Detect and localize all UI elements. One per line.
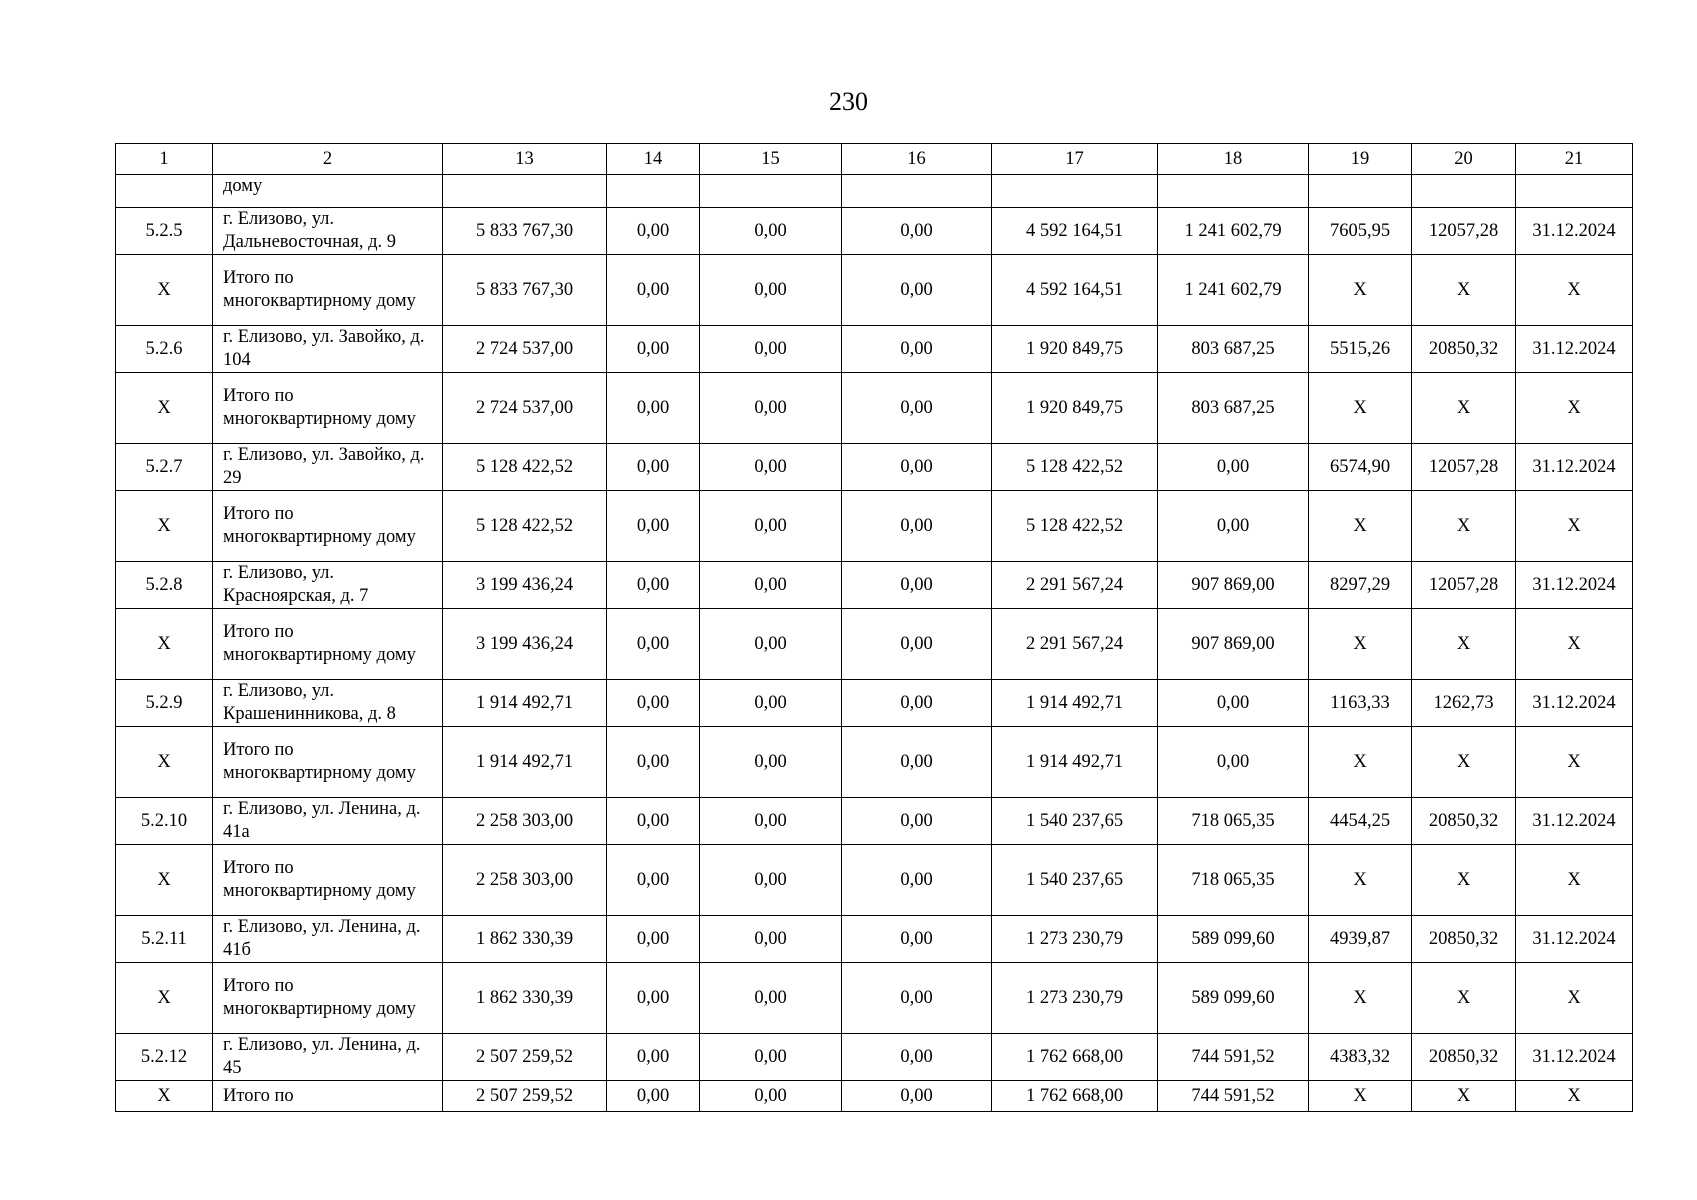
- data-table: [115, 143, 1633, 1112]
- table-cell: 31.12.2024: [1516, 916, 1633, 963]
- table-cell: 0,00: [842, 373, 992, 444]
- table-cell: 0,00: [842, 845, 992, 916]
- table-cell: 5.2.6: [116, 326, 213, 373]
- table-cell: 5.2.12: [116, 1034, 213, 1081]
- table-cell: 589 099,60: [1158, 963, 1309, 1034]
- table-cell: 0,00: [700, 680, 842, 727]
- table-cell: 0,00: [842, 609, 992, 680]
- table-cell: 1 241 602,79: [1158, 208, 1309, 255]
- column-header: 17: [992, 144, 1158, 175]
- table-cell: X: [116, 255, 213, 326]
- table-row: [116, 798, 1633, 845]
- table-cell: 3 199 436,24: [443, 609, 607, 680]
- table-cell: 1 920 849,75: [992, 326, 1158, 373]
- table-cell: 0,00: [700, 1034, 842, 1081]
- table-cell: X: [1412, 255, 1516, 326]
- table-cell: 5.2.7: [116, 444, 213, 491]
- table-cell: 0,00: [842, 798, 992, 845]
- table-cell: 0,00: [700, 562, 842, 609]
- table-body: [116, 144, 1633, 1112]
- table-cell: 1 914 492,71: [443, 680, 607, 727]
- table-cell: X: [1309, 1081, 1412, 1112]
- table-cell: 12057,28: [1412, 562, 1516, 609]
- table-cell: 8297,29: [1309, 562, 1412, 609]
- table-cell: 0,00: [607, 373, 700, 444]
- column-header: 2: [213, 144, 443, 175]
- table-cell: 0,00: [700, 963, 842, 1034]
- table-cell: 0,00: [842, 562, 992, 609]
- total-row: [116, 963, 1633, 1034]
- table-cell: 0,00: [842, 326, 992, 373]
- table-cell: X: [1516, 491, 1633, 562]
- table-cell: 907 869,00: [1158, 609, 1309, 680]
- table-cell: 0,00: [842, 727, 992, 798]
- table-cell: X: [116, 727, 213, 798]
- column-header: 14: [607, 144, 700, 175]
- table-cell: 1262,73: [1412, 680, 1516, 727]
- table-cell: X: [1412, 963, 1516, 1034]
- table-cell: 31.12.2024: [1516, 680, 1633, 727]
- table-cell: 1 241 602,79: [1158, 255, 1309, 326]
- table-cell: 1163,33: [1309, 680, 1412, 727]
- address-cell: г. Елизово, ул. Завойко, д. 29: [213, 444, 443, 491]
- table-cell: X: [1412, 491, 1516, 562]
- table-row: [116, 680, 1633, 727]
- table-cell: 20850,32: [1412, 1034, 1516, 1081]
- address-cell: Итого по многоквартирному дому: [213, 727, 443, 798]
- table-cell: X: [1516, 373, 1633, 444]
- table-cell: 1 540 237,65: [992, 798, 1158, 845]
- table-cell: [607, 175, 700, 208]
- table-cell: 718 065,35: [1158, 845, 1309, 916]
- table-cell: 1 862 330,39: [443, 963, 607, 1034]
- table-cell: X: [1516, 845, 1633, 916]
- column-header: 1: [116, 144, 213, 175]
- table-cell: 2 291 567,24: [992, 609, 1158, 680]
- table-cell: 0,00: [607, 208, 700, 255]
- table-cell: 0,00: [842, 963, 992, 1034]
- table-cell: 5 128 422,52: [443, 444, 607, 491]
- table-cell: 31.12.2024: [1516, 326, 1633, 373]
- table-cell: 0,00: [607, 609, 700, 680]
- table-cell: 12057,28: [1412, 444, 1516, 491]
- table-cell: 0,00: [607, 916, 700, 963]
- address-cell: Итого по многоквартирному дому: [213, 373, 443, 444]
- table-cell: 1 914 492,71: [992, 680, 1158, 727]
- table-cell: 0,00: [607, 255, 700, 326]
- table-cell: 0,00: [700, 798, 842, 845]
- table-cell: 0,00: [607, 562, 700, 609]
- table-cell: 0,00: [1158, 491, 1309, 562]
- table-cell: 0,00: [1158, 444, 1309, 491]
- table-cell: 0,00: [700, 373, 842, 444]
- table-cell: 0,00: [607, 444, 700, 491]
- address-cell: Итого по многоквартирному дому: [213, 963, 443, 1034]
- total-row: [116, 1081, 1633, 1112]
- table-cell: [1309, 175, 1412, 208]
- table-cell: X: [1516, 963, 1633, 1034]
- address-cell: г. Елизово, ул. Ленина, д. 41б: [213, 916, 443, 963]
- table-cell: 31.12.2024: [1516, 562, 1633, 609]
- table-cell: 1 914 492,71: [992, 727, 1158, 798]
- table-cell: 718 065,35: [1158, 798, 1309, 845]
- table-cell: X: [116, 1081, 213, 1112]
- column-header: 19: [1309, 144, 1412, 175]
- table-cell: 2 507 259,52: [443, 1034, 607, 1081]
- table-cell: 4 592 164,51: [992, 208, 1158, 255]
- table-row: [116, 208, 1633, 255]
- table-cell: 31.12.2024: [1516, 444, 1633, 491]
- address-cell: Итого по многоквартирному дому: [213, 845, 443, 916]
- table-cell: 0,00: [607, 845, 700, 916]
- table-cell: 2 291 567,24: [992, 562, 1158, 609]
- table-row: [116, 1034, 1633, 1081]
- column-header: 15: [700, 144, 842, 175]
- table-cell: X: [116, 491, 213, 562]
- table-cell: 0,00: [700, 491, 842, 562]
- table-cell: 1 762 668,00: [992, 1081, 1158, 1112]
- table-cell: 20850,32: [1412, 916, 1516, 963]
- total-row: [116, 609, 1633, 680]
- table-cell: 0,00: [842, 208, 992, 255]
- table-cell: 0,00: [607, 1034, 700, 1081]
- table-cell: 5.2.9: [116, 680, 213, 727]
- table-cell: 4939,87: [1309, 916, 1412, 963]
- table-cell: X: [1309, 727, 1412, 798]
- table-cell: [700, 175, 842, 208]
- table-cell: 0,00: [842, 444, 992, 491]
- table-cell: [443, 175, 607, 208]
- table-cell: 744 591,52: [1158, 1034, 1309, 1081]
- table-cell: 7605,95: [1309, 208, 1412, 255]
- table-cell: X: [1516, 727, 1633, 798]
- table-cell: 5 833 767,30: [443, 255, 607, 326]
- table-cell: 0,00: [700, 727, 842, 798]
- table-row: [116, 326, 1633, 373]
- table-cell: 5515,26: [1309, 326, 1412, 373]
- table-cell: [842, 175, 992, 208]
- table-row: [116, 175, 1633, 208]
- table-cell: 1 920 849,75: [992, 373, 1158, 444]
- table-cell: 2 258 303,00: [443, 845, 607, 916]
- table-cell: 1 862 330,39: [443, 916, 607, 963]
- table-cell: X: [1309, 845, 1412, 916]
- table-cell: X: [1309, 373, 1412, 444]
- total-row: [116, 255, 1633, 326]
- table-cell: X: [116, 373, 213, 444]
- table-cell: 4 592 164,51: [992, 255, 1158, 326]
- table-cell: 5 128 422,52: [992, 491, 1158, 562]
- table-cell: 2 507 259,52: [443, 1081, 607, 1112]
- table-row: [116, 562, 1633, 609]
- table-cell: 3 199 436,24: [443, 562, 607, 609]
- table-cell: 31.12.2024: [1516, 208, 1633, 255]
- table-cell: 31.12.2024: [1516, 798, 1633, 845]
- table-cell: 0,00: [842, 1034, 992, 1081]
- table-cell: 0,00: [842, 491, 992, 562]
- table-cell: 0,00: [700, 444, 842, 491]
- table-cell: 0,00: [607, 963, 700, 1034]
- address-cell: г. Елизово, ул. Дальневосточная, д. 9: [213, 208, 443, 255]
- table-cell: 0,00: [700, 208, 842, 255]
- table-cell: [1412, 175, 1516, 208]
- column-header: 21: [1516, 144, 1633, 175]
- total-row: [116, 373, 1633, 444]
- table-cell: X: [116, 609, 213, 680]
- table-cell: 0,00: [700, 326, 842, 373]
- table-cell: 0,00: [700, 609, 842, 680]
- table-cell: 0,00: [700, 916, 842, 963]
- table-cell: X: [1412, 1081, 1516, 1112]
- column-header: 18: [1158, 144, 1309, 175]
- table-cell: 0,00: [1158, 680, 1309, 727]
- table-cell: 4383,32: [1309, 1034, 1412, 1081]
- table-cell: 1 914 492,71: [443, 727, 607, 798]
- table-cell: 0,00: [842, 680, 992, 727]
- column-header: 13: [443, 144, 607, 175]
- table-cell: 0,00: [700, 845, 842, 916]
- table-cell: 5.2.10: [116, 798, 213, 845]
- table-cell: 4454,25: [1309, 798, 1412, 845]
- address-cell: г. Елизово, ул. Ленина, д. 41а: [213, 798, 443, 845]
- table-cell: 0,00: [607, 798, 700, 845]
- table-cell: 803 687,25: [1158, 373, 1309, 444]
- table-cell: [1516, 175, 1633, 208]
- table-cell: X: [1516, 1081, 1633, 1112]
- table-cell: X: [1412, 609, 1516, 680]
- column-header: 20: [1412, 144, 1516, 175]
- table-cell: 1 540 237,65: [992, 845, 1158, 916]
- total-row: [116, 491, 1633, 562]
- table-cell: 5 128 422,52: [992, 444, 1158, 491]
- table-cell: 803 687,25: [1158, 326, 1309, 373]
- table-cell: 0,00: [607, 326, 700, 373]
- address-cell: г. Елизово, ул. Красноярская, д. 7: [213, 562, 443, 609]
- address-cell: г. Елизово, ул. Ленина, д. 45: [213, 1034, 443, 1081]
- table-cell: X: [1309, 609, 1412, 680]
- table-cell: X: [116, 845, 213, 916]
- column-header: 16: [842, 144, 992, 175]
- table-row: [116, 916, 1633, 963]
- table-cell: 12057,28: [1412, 208, 1516, 255]
- table-cell: [1158, 175, 1309, 208]
- table-cell: 5.2.11: [116, 916, 213, 963]
- table-cell: 31.12.2024: [1516, 1034, 1633, 1081]
- address-cell: дому: [213, 175, 443, 208]
- table-cell: 5.2.5: [116, 208, 213, 255]
- table-cell: 907 869,00: [1158, 562, 1309, 609]
- table-cell: 5.2.8: [116, 562, 213, 609]
- table-cell: [992, 175, 1158, 208]
- table-cell: [116, 175, 213, 208]
- table-cell: 2 724 537,00: [443, 326, 607, 373]
- table-cell: 2 258 303,00: [443, 798, 607, 845]
- table-cell: X: [1412, 373, 1516, 444]
- table-cell: 744 591,52: [1158, 1081, 1309, 1112]
- address-cell: Итого по многоквартирному дому: [213, 609, 443, 680]
- table-cell: 0,00: [842, 1081, 992, 1112]
- table-cell: 0,00: [700, 255, 842, 326]
- address-cell: Итого по: [213, 1081, 443, 1112]
- table-cell: X: [1516, 255, 1633, 326]
- table-cell: 1 762 668,00: [992, 1034, 1158, 1081]
- table-cell: 2 724 537,00: [443, 373, 607, 444]
- table-cell: 6574,90: [1309, 444, 1412, 491]
- table-cell: 0,00: [607, 1081, 700, 1112]
- table-cell: X: [1516, 609, 1633, 680]
- page-number: 230: [829, 87, 868, 116]
- table-cell: 0,00: [700, 1081, 842, 1112]
- table-cell: X: [1309, 491, 1412, 562]
- table-cell: 1 273 230,79: [992, 916, 1158, 963]
- table-cell: 0,00: [1158, 727, 1309, 798]
- table-cell: 589 099,60: [1158, 916, 1309, 963]
- table-cell: X: [1309, 255, 1412, 326]
- table-cell: 20850,32: [1412, 326, 1516, 373]
- table-cell: 0,00: [842, 255, 992, 326]
- header-row: [116, 144, 1633, 175]
- table-cell: 0,00: [607, 680, 700, 727]
- table-cell: X: [116, 963, 213, 1034]
- table-cell: X: [1412, 727, 1516, 798]
- total-row: [116, 727, 1633, 798]
- address-cell: г. Елизово, ул. Крашенинникова, д. 8: [213, 680, 443, 727]
- table-cell: 1 273 230,79: [992, 963, 1158, 1034]
- total-row: [116, 845, 1633, 916]
- table-row: [116, 444, 1633, 491]
- table-cell: 5 833 767,30: [443, 208, 607, 255]
- address-cell: г. Елизово, ул. Завойко, д. 104: [213, 326, 443, 373]
- table-cell: X: [1309, 963, 1412, 1034]
- address-cell: Итого по многоквартирному дому: [213, 255, 443, 326]
- table-cell: 5 128 422,52: [443, 491, 607, 562]
- table-cell: X: [1412, 845, 1516, 916]
- table-cell: 0,00: [607, 491, 700, 562]
- table-cell: 0,00: [842, 916, 992, 963]
- table-cell: 0,00: [607, 727, 700, 798]
- address-cell: Итого по многоквартирному дому: [213, 491, 443, 562]
- table-cell: 20850,32: [1412, 798, 1516, 845]
